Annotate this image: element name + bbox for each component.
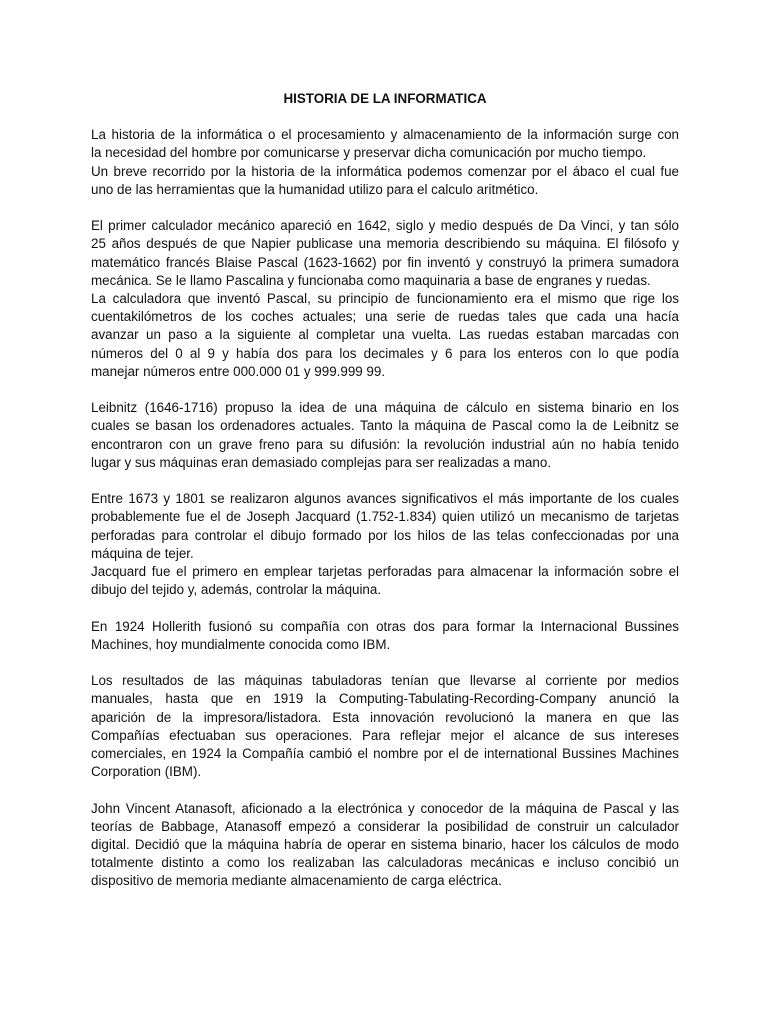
paragraph-line: perforadas para controlar el dibujo formado por los hilos de las telas confeccionadas por una <box>91 527 679 543</box>
paragraph-line: encontraron con un grave freno para su difusión: la revolución industrial aún no había tenido <box>91 436 679 452</box>
paragraph <box>91 126 679 199</box>
paragraph-line: Corporation (IBM). <box>91 764 202 780</box>
paragraph-line: Leibnitz (1646-1716) propuso la idea de una máquina de cálculo en sistema binario en los <box>91 400 679 416</box>
paragraph-line: máquina de tejer. <box>91 545 194 561</box>
document-page <box>91 90 679 909</box>
paragraph-line: teorías de Babbage, Atanasoff empezó a considerar la posibilidad de construir un calculador <box>91 818 679 834</box>
document-title: HISTORIA DE LA INFORMATICA <box>283 91 487 106</box>
paragraph <box>91 490 679 599</box>
paragraph-line: aparición de la impresora/listadora. Esta innovación revolucionó la manera en que las <box>91 709 679 725</box>
paragraph-line: uno de las herramientas que la humanidad utilizo para el calculo aritmético. <box>91 181 539 197</box>
paragraph <box>91 800 679 891</box>
paragraph-line: la necesidad del hombre por comunicarse y preservar dicha comunicación por mucho tiempo. <box>91 145 647 161</box>
paragraph-line: probablemente fue el de Joseph Jacquard (1.752-1.834) quien utilizó un mecanismo de tarjetas <box>91 509 679 525</box>
paragraph-line: Compañías efectuaban sus operaciones. Para reflejar mejor el alcance de sus intereses <box>91 727 679 743</box>
paragraph-line: números del 0 al 9 y había dos para los decimales y 6 para los enteros con lo que podía <box>91 345 679 361</box>
paragraph-line: En 1924 Hollerith fusionó su compañía con otras dos para formar la Internacional Bussines <box>91 618 679 634</box>
paragraph <box>91 618 679 654</box>
paragraph <box>91 672 679 781</box>
paragraph-line: avanzar un paso a la siguiente al completar una vuelta. Las ruedas estaban marcadas con <box>91 327 679 343</box>
paragraph-line: La calculadora que inventó Pascal, su principio de funcionamiento era el mismo que rige los <box>91 291 679 307</box>
document-body <box>91 126 679 890</box>
paragraph-line: cuales se basan los ordenadores actuales. Tanto la máquina de Pascal como la de Leibnitz se <box>91 418 679 434</box>
paragraph-line: Machines, hoy mundialmente conocida como IBM. <box>91 636 391 652</box>
paragraph-line: 25 años después de que Napier publicase una memoria describiendo su máquina. El filósofo y <box>91 236 679 252</box>
paragraph-line: dispositivo de memoria mediante almacenamiento de carga eléctrica. <box>91 873 502 889</box>
paragraph-line: totalmente distinto a como los realizaban las calculadoras mecánicas e incluso concibió un <box>91 855 679 871</box>
paragraph-line: comerciales, en 1924 la Compañía cambió el nombre por el de international Bussines Machines <box>91 746 679 762</box>
paragraph-line: Los resultados de las máquinas tabuladoras tenían que llevarse al corriente por medios <box>91 673 679 689</box>
paragraph <box>91 217 679 381</box>
paragraph-line: dibujo del tejido y, además, controlar la máquina. <box>91 582 382 598</box>
paragraph-line: matemático francés Blaise Pascal (1623-1662) por fin inventó y construyó la primera sumadora <box>91 254 679 270</box>
paragraph-line: La historia de la informática o el procesamiento y almacenamiento de la información surge con <box>91 127 679 143</box>
paragraph-line: digital. Decidió que la máquina habría de operar en sistema binario, hacer los cálculos de modo <box>91 837 679 853</box>
paragraph-line: manuales, hasta que en 1919 la Computing-Tabulating-Recording-Company anunció la <box>91 691 679 707</box>
paragraph-line: cuentakilómetros de los coches actuales; una serie de ruedas tales que cada una hacía <box>91 309 679 325</box>
paragraph-line: El primer calculador mecánico apareció en 1642, siglo y medio después de Da Vinci, y tan sólo <box>91 218 679 234</box>
paragraph <box>91 399 679 472</box>
paragraph-line: manejar números entre 000.000 01 y 999.999 99. <box>91 363 386 379</box>
paragraph-line: Jacquard fue el primero en emplear tarjetas perforadas para almacenar la información sobre el <box>91 564 679 580</box>
paragraph-line: lugar y sus máquinas eran demasiado complejas para ser realizadas a mano. <box>91 454 551 470</box>
paragraph-line: mecánica. Se le llamo Pascalina y funcionaba como maquinaria a base de engranes y ruedas. <box>91 272 651 288</box>
paragraph-line: Un breve recorrido por la historia de la informática podemos comenzar por el ábaco el cual fue <box>91 163 679 179</box>
paragraph-line: John Vincent Atanasoft, aficionado a la electrónica y conocedor de la máquina de Pascal y las <box>91 800 679 816</box>
paragraph-line: Entre 1673 y 1801 se realizaron algunos avances significativos el más importante de los cuales <box>91 491 679 507</box>
